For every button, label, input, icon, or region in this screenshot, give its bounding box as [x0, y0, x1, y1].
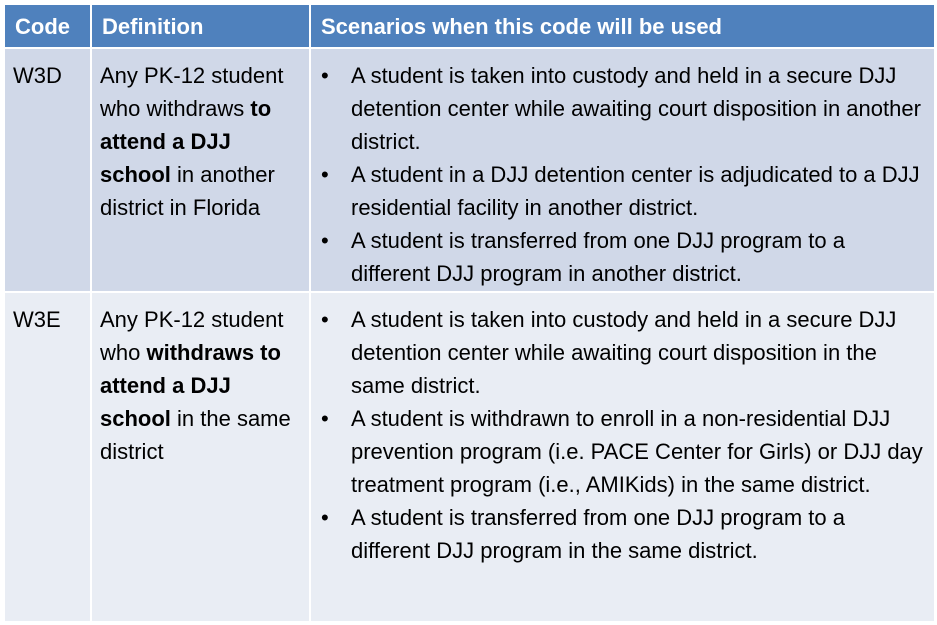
bullet-icon: •	[321, 162, 329, 187]
scenario-list	[315, 303, 926, 567]
table-header-row	[4, 4, 935, 48]
definition-emphasis: withdraws to attend a DJJ school	[100, 340, 281, 431]
table-row	[4, 292, 935, 622]
scenario-item	[315, 224, 926, 290]
bullet-icon: •	[321, 406, 329, 431]
header-definition: Definition	[91, 4, 310, 48]
bullet-icon: •	[321, 228, 329, 253]
row-scenarios	[310, 48, 935, 292]
scenario-text: A student is transferred from one DJJ program to a different DJJ program in the same district.	[351, 505, 846, 563]
scenario-item	[315, 158, 926, 224]
scenario-list	[315, 59, 926, 290]
row-code: W3E	[4, 292, 91, 622]
scenario-text: A student in a DJJ detention center is adjudicated to a DJJ residential facility in another district.	[351, 162, 920, 220]
header-code: Code	[4, 4, 91, 48]
scenario-item	[315, 501, 926, 567]
row-definition	[91, 48, 310, 292]
definition-text: Any PK-12 student who	[100, 307, 284, 365]
definition-text: Any PK-12 student who withdraws	[100, 63, 284, 121]
scenario-item	[315, 59, 926, 158]
row-definition	[91, 292, 310, 622]
definition-emphasis: to attend a DJJ school	[100, 96, 272, 187]
bullet-icon: •	[321, 63, 329, 88]
scenario-text: A student is transferred from one DJJ program to a different DJJ program in another district.	[351, 228, 846, 286]
scenario-text: A student is withdrawn to enroll in a non-residential DJJ prevention program (i.e. PACE Center for Girls) or DJJ day treatment program (i.e., AMIKids) in the same district.	[351, 406, 923, 497]
bullet-icon: •	[321, 307, 329, 332]
codes-table	[3, 3, 936, 623]
row-code: W3D	[4, 48, 91, 292]
scenario-item	[315, 303, 926, 402]
table-row	[4, 48, 935, 292]
scenario-item	[315, 402, 926, 501]
scenario-text: A student is taken into custody and held in a secure DJJ detention center while awaiting court disposition in another district.	[351, 63, 921, 154]
definition-text-end: in another district in Florida	[100, 162, 275, 220]
scenario-text: A student is taken into custody and held in a secure DJJ detention center while awaiting court disposition in the same district.	[351, 307, 897, 398]
header-scenarios: Scenarios when this code will be used	[310, 4, 935, 48]
row-scenarios	[310, 292, 935, 622]
bullet-icon: •	[321, 505, 329, 530]
definition-text-end: in the same district	[100, 406, 291, 464]
